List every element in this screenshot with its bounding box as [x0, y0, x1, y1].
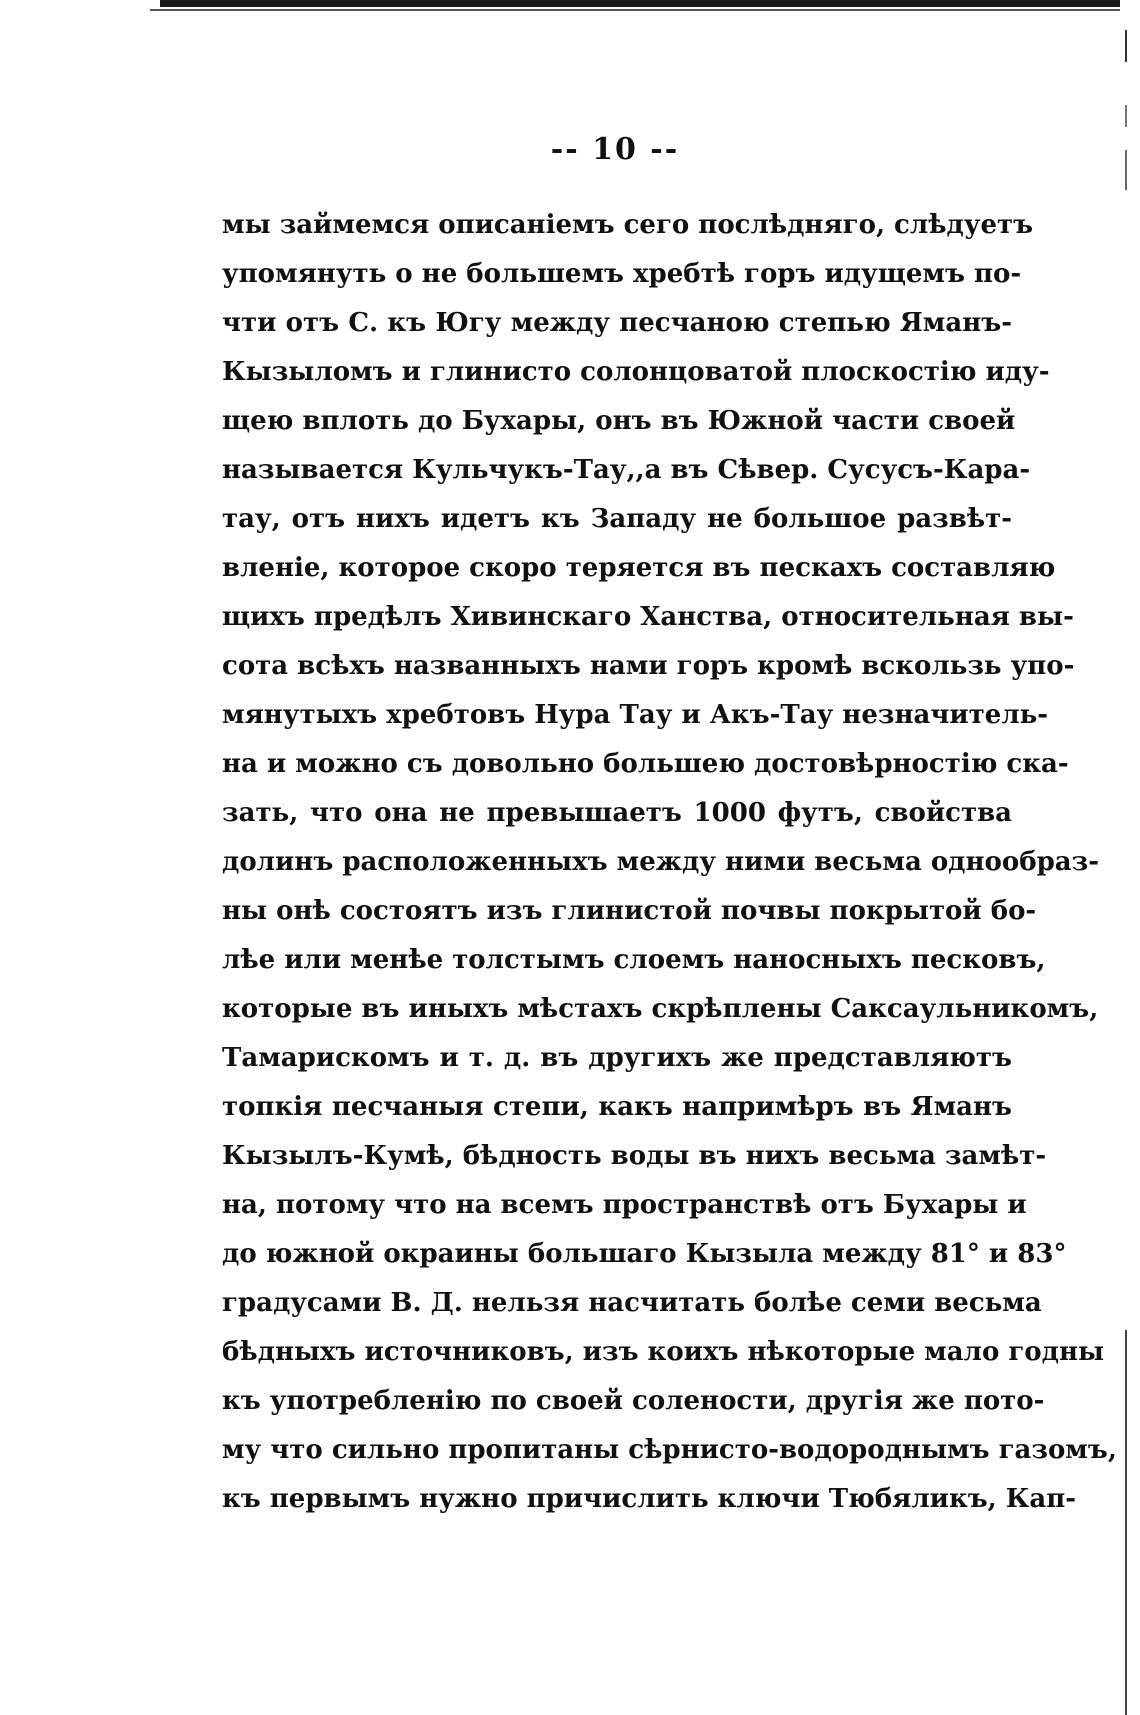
text-line: упомянуть о не большемъ хребтѣ горъ идущемъ по-	[222, 259, 1022, 289]
text-line: градусами В. Д. нельзя насчитать болѣе семи весьма	[222, 1288, 1042, 1318]
text-line: къ употребленію по своей солености, другія же пото-	[222, 1386, 1045, 1416]
page-edge-mark	[1125, 150, 1127, 190]
text-line: зать, что она не превышаетъ 1000 футъ, свойства	[222, 798, 1012, 828]
page-edge-mark	[1125, 1330, 1127, 1715]
text-line: му что сильно пропитаны сѣрнисто-водороднымъ газомъ,	[222, 1435, 1117, 1465]
text-line: называется Кульчукъ-Тау,,а въ Сѣвер. Сусусъ-Кара-	[222, 455, 1031, 485]
text-line: вленіе, которое скоро теряется въ пескахъ составляю	[222, 553, 1056, 583]
text-line: топкія песчаныя степи, какъ напримѣръ въ Яманъ	[222, 1092, 1012, 1122]
text-line: сота всѣхъ названныхъ нами горъ кромѣ вскользь упо-	[222, 651, 1075, 681]
text-line: къ первымъ нужно причислить ключи Тюбяликъ, Кап-	[222, 1484, 1077, 1514]
text-line: на, потому что на всемъ пространствѣ отъ Бухары и	[222, 1190, 1027, 1220]
page-edge-mark	[1125, 30, 1127, 62]
text-line: щею вплоть до Бухары, онъ въ Южной части своей	[222, 406, 1016, 436]
text-line: до южной окраины большаго Кызыла между 81° и 83°	[222, 1239, 1067, 1269]
body-text	[222, 205, 1117, 1528]
text-line: ны онѣ состоятъ изъ глинистой почвы покрытой бо-	[222, 896, 1037, 926]
text-line: которые въ иныхъ мѣстахъ скрѣплены Саксаульникомъ,	[222, 994, 1099, 1024]
text-line: лѣе или менѣе толстымъ слоемъ наносныхъ песковъ,	[222, 945, 1046, 975]
text-line: на и можно съ довольно большею достовѣрностію ска-	[222, 749, 1069, 779]
text-line: долинъ расположенныхъ между ними весьма однообраз-	[222, 847, 1099, 877]
text-line: тау, отъ нихъ идетъ къ Западу не большое развѣт-	[222, 504, 1012, 534]
text-line: Кызылъ-Кумѣ, бѣдность воды въ нихъ весьма замѣт-	[222, 1141, 1047, 1171]
text-line: мянутыхъ хребтовъ Нура Тау и Акъ-Тау незначитель-	[222, 700, 1049, 730]
page-edge-mark	[1125, 105, 1127, 127]
top-border-rule-thin	[150, 9, 1120, 11]
text-line: мы займемся описаніемъ сего послѣдняго, слѣдуетъ	[222, 210, 1034, 240]
text-line: Кызыломъ и глинисто солонцоватой плоскостію иду-	[222, 357, 1050, 387]
text-line: щихъ предѣлъ Хивинскаго Ханства, относительная вы-	[222, 602, 1074, 632]
text-line: Тамарискомъ и т. д. въ другихъ же представляютъ	[222, 1043, 1012, 1073]
text-line: бѣдныхъ источниковъ, изъ коихъ нѣкоторые мало годны	[222, 1337, 1105, 1367]
top-border-rule	[160, 0, 1120, 7]
text-line: чти отъ С. къ Югу между песчаною степью Яманъ-	[222, 308, 1012, 338]
page-number: -- 10 --	[550, 132, 680, 167]
